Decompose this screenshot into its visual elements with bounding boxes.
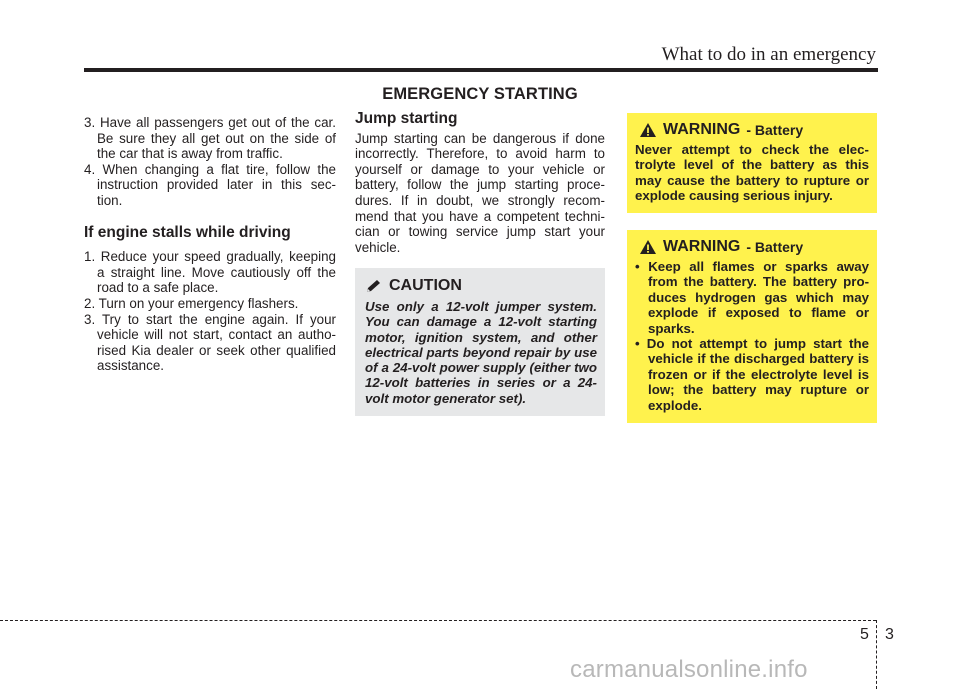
- middle-column: [355, 111, 605, 255]
- jump-starting-heading: Jump starting: [355, 110, 458, 127]
- warning-title: WARNING: [663, 121, 741, 138]
- footer-dashed-rule: [0, 620, 876, 621]
- list-item: 3. Try to start the engine again. If your vehicle will not start, contact an autho- rised Kia dealer or seek other qualified assistance.: [84, 311, 336, 374]
- chapter-number: 5: [860, 626, 869, 643]
- warning-box-battery-sparks: [627, 230, 877, 423]
- warning-subtitle: - Battery: [746, 239, 804, 255]
- header-rule: [84, 68, 878, 72]
- watermark: carmanualsonline.info: [570, 656, 808, 683]
- list-item: • Do not attempt to jump start the vehicle if the discharged battery is frozen or if the electrolyte level is low; the battery may rupture or explode.: [635, 336, 869, 413]
- list-item: 4. When changing a flat tire, follow the instruction provided later in this sec- tion.: [84, 161, 336, 208]
- passenger-steps-list: [84, 115, 336, 209]
- section-title: EMERGENCY STARTING: [382, 85, 578, 103]
- page-number-divider: [876, 620, 877, 689]
- list-item: 1. Reduce your speed gradually, keeping a straight line. Move cautiously off the road to a safe place.: [84, 249, 336, 296]
- list-item: • Keep all flames or sparks away from the battery. The battery pro- duces hydrogen gas which may explode if exposed to flame or sparks.: [635, 259, 869, 336]
- engine-stalls-list: [84, 249, 336, 374]
- warning-triangle-icon: [639, 239, 657, 255]
- pencil-icon: [365, 279, 383, 293]
- list-item: 2. Turn on your emergency flashers.: [84, 295, 299, 311]
- left-column: [84, 115, 336, 374]
- jump-starting-paragraph: Jump starting can be dangerous if done incorrectly. Therefore, to avoid harm to yourself or damage to your vehicle or battery, follow the jump starting proce- dures. If in doubt, we strongly recom- mend that you have a competent techni- cian or towing service jump start your vehicle.: [355, 130, 605, 255]
- warning-box-battery-check: [627, 113, 877, 213]
- warning-subtitle: - Battery: [746, 122, 804, 138]
- warning-triangle-icon: [639, 122, 657, 138]
- chapter-header-title: What to do in an emergency: [661, 44, 876, 65]
- warning-text: Never attempt to check the elec- trolyte level of the battery as this may cause the battery to rupture or explode causing serious injury.: [635, 142, 869, 204]
- engine-stalls-heading: If engine stalls while driving: [84, 223, 291, 241]
- caution-title: CAUTION: [389, 277, 462, 294]
- warning-title: WARNING: [663, 238, 741, 255]
- list-item: 3. Have all passengers get out of the car. Be sure they all get out on the side of the car that is away from traffic.: [84, 115, 336, 162]
- page-number: 3: [885, 626, 894, 643]
- caution-box: [355, 268, 605, 416]
- caution-text: Use only a 12-volt jumper system. You can damage a 12-volt starting motor, ignition system, and other electrical parts beyond repair by use of a 24-volt power supply (either two 12-volt batteries in series or a 24-volt motor generator set).: [365, 299, 597, 406]
- warning-bullet-list: [635, 259, 869, 413]
